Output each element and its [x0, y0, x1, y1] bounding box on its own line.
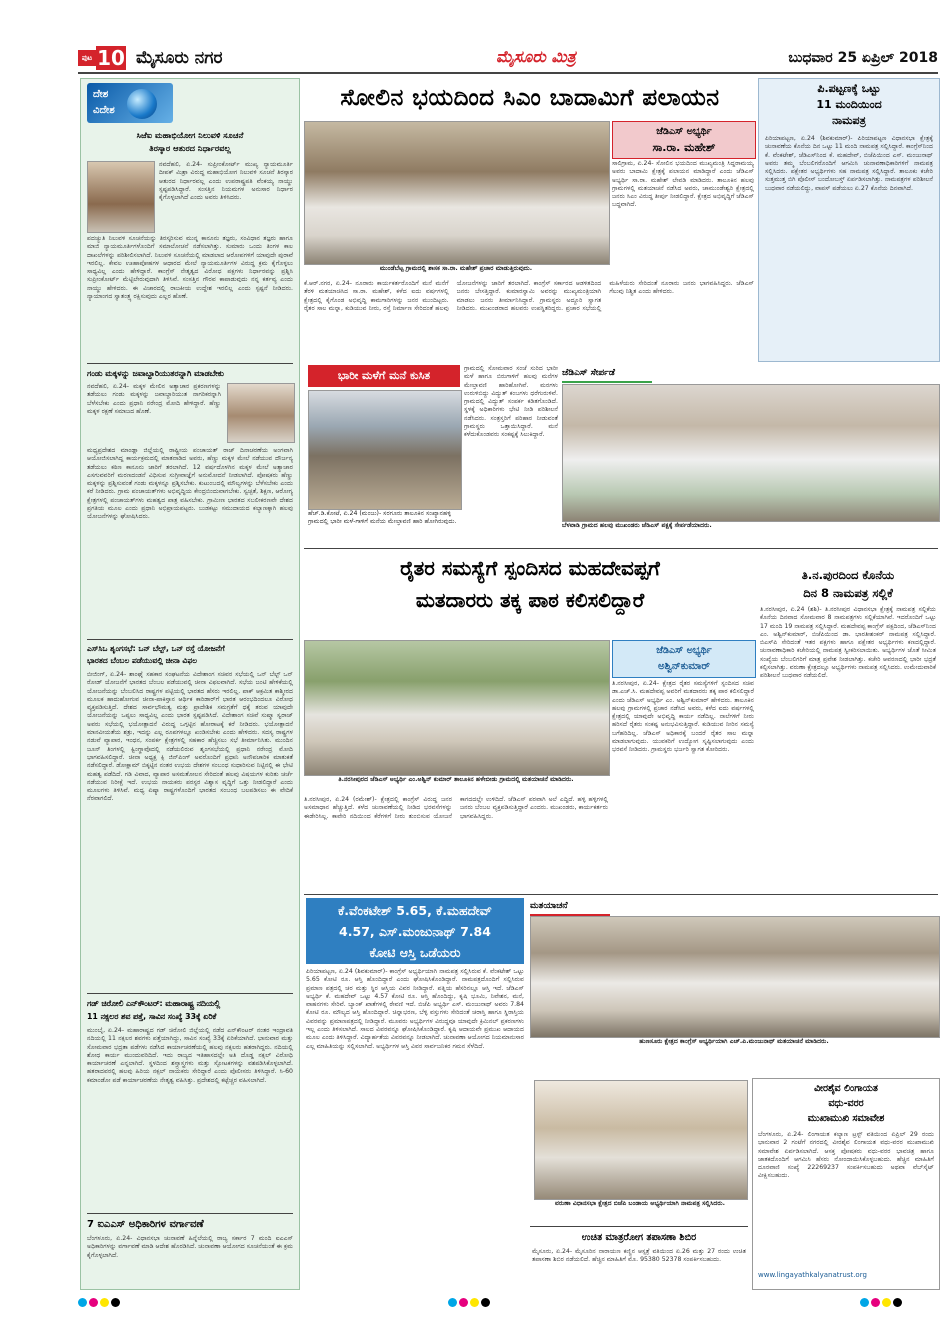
registration-marks-center	[448, 1292, 528, 1304]
farmer-headline-line2: ಮತದಾರರು ತಕ್ಕ ಪಾಠ ಕಲಿಸಲಿದ್ದಾರೆ	[415, 588, 645, 612]
page-header	[78, 46, 938, 70]
story1-headline-line2: ತಿರಸ್ಕಾರ ಆತುರದ ನಿರ್ಧಾರವಲ್ಲ	[149, 143, 231, 153]
story2-body-cont: ಮಧ್ಯಪ್ರದೇಶದ ಮಾಂಡ್ಲಾ ಜಿಲ್ಲೆಯಲ್ಲಿ ರಾಷ್ಟ್ರೀಯ ಪಂಚಾಯತ್ ರಾಜ್ ದಿನಾಚರಣೆಯ ಅಂಗವಾಗಿ ಆಯೋಜಿಸಲಾಗಿದ್ದ ಕಾರ್ಯಕ್ರಮದಲ್ಲಿ ಮಾತನಾಡಿದ ಅವರು, ಹೆಣ್ಣು ಮಕ್ಕಳ ಮೇಲೆ ನಡೆಯುವ ದೌರ್ಜನ್ಯ ತಡೆಯಲು ಕಠಿಣ ಕಾನೂನು ಜಾರಿಗೆ ತರಲಾಗಿದೆ. 12 ವರ್ಷದೊಳಗಿನ ಮಕ್ಕಳ ಮೇಲೆ ಅತ್ಯಾಚಾರ ಎಸಗುವವರಿಗೆ ಮರಣದಂಡನೆ ವಿಧಿಸುವ ಸುಗ್ರೀವಾಜ್ಞೆಗೆ ಅನುಮೋದನೆ ನೀಡಲಾಗಿದೆ. ಪೋಷಕರು ಹೆಣ್ಣು ಮಕ್ಕಳನ್ನು ಪ್ರಶ್ನಿಸುವಂತೆ ಗಂಡು ಮಕ್ಕಳನ್ನೂ ಪ್ರಶ್ನಿಸಬೇಕು. ಕುಟುಂಬದಲ್ಲಿ ಮೌಲ್ಯಗಳನ್ನು ಬೆಳೆಸಬೇಕು ಎಂದು ಕರೆ ನೀಡಿದರು. ಗ್ರಾಮ ಪಂಚಾಯತ್‌ಗಳು ಅಭಿವೃದ್ಧಿಯ ಕೇಂದ್ರಬಿಂದುವಾಗಬೇಕು. ಸ್ವಚ್ಛತೆ, ಶಿಕ್ಷಣ, ಆರೋಗ್ಯ ಕ್ಷೇತ್ರಗಳಲ್ಲಿ ಪಂಚಾಯತ್‌ಗಳು ಮಹತ್ವದ ಪಾತ್ರ ವಹಿಸಬೇಕು. ಗ್ರಾಮೀಣ ಭಾರತದ ಸಬಲೀಕರಣವೇ ದೇಶದ ಪ್ರಗತಿಯ ಮೂಲ ಎಂದು ಪ್ರಧಾನಿ ಅಭಿಪ್ರಾಯಪಟ್ಟರು. ಬುಡಕಟ್ಟು ಸಮುದಾಯದ ಕಲ್ಯಾಣಕ್ಕಾಗಿ ಹಲವು ಯೋಜನೆಗಳನ್ನು ಘೋಷಿಸಿದರು.	[87, 447, 293, 521]
campaign-tag-text: ಮತಯಾಚನೆ	[530, 901, 568, 911]
story3-body: ಬೀಜಿಂಗ್, ಏ.24- ಶಾಂಘೈ ಸಹಕಾರ ಸಂಘಟನೆಯ ವಿದೇಶಾಂಗ ಸಚಿವರ ಸಭೆಯಲ್ಲಿ ಒನ್ ಬೆಲ್ಟ್ ಒನ್ ರೋಡ್ ಯೋಜನೆಗೆ ಭಾರತದ ಬೆಂಬಲ ಪಡೆಯುವಲ್ಲಿ ಚೀನಾ ವಿಫಲವಾಗಿದೆ. ಸಭೆಯ ಜಂಟಿ ಹೇಳಿಕೆಯಲ್ಲಿ ಯೋಜನೆಯನ್ನು ಬೆಂಬಲಿಸಿದ ರಾಷ್ಟ್ರಗಳ ಪಟ್ಟಿಯಲ್ಲಿ ಭಾರತದ ಹೆಸರು ಇರಲಿಲ್ಲ. ಪಾಕ್ ಆಕ್ರಮಿತ ಕಾಶ್ಮೀರದ ಮೂಲಕ ಹಾದುಹೋಗುವ ಚೀನಾ-ಪಾಕಿಸ್ತಾನ ಆರ್ಥಿಕ ಕಾರಿಡಾರ್‌ಗೆ ಭಾರತ ಆರಂಭದಿಂದಲೂ ವಿರೋಧ ವ್ಯಕ್ತಪಡಿಸುತ್ತಿದೆ. ದೇಶದ ಸಾರ್ವಭೌಮತ್ವ ಮತ್ತು ಪ್ರಾದೇಶಿಕ ಸಮಗ್ರತೆಗೆ ಧಕ್ಕೆ ತರುವ ಯಾವುದೇ ಯೋಜನೆಯನ್ನು ಒಪ್ಪಲು ಸಾಧ್ಯವಿಲ್ಲ ಎಂದು ಭಾರತ ಸ್ಪಷ್ಟಪಡಿಸಿದೆ. ವಿದೇಶಾಂಗ ಸಚಿವೆ ಸುಷ್ಮಾ ಸ್ವರಾಜ್ ಅವರು ಸಭೆಯಲ್ಲಿ ಭಯೋತ್ಪಾದನೆ ವಿರುದ್ಧ ಒಗ್ಗಟ್ಟಿನ ಹೋರಾಟಕ್ಕೆ ಕರೆ ನೀಡಿದರು. ಭಯೋತ್ಪಾದನೆ ಮಾನವೀಯತೆಯ ಶತ್ರು, ಇದನ್ನು ಎಲ್ಲ ರೂಪಗಳಲ್ಲೂ ಖಂಡಿಸಬೇಕು ಎಂದು ಹೇಳಿದರು. ಸದಸ್ಯ ರಾಷ್ಟ್ರಗಳ ನಡುವೆ ವ್ಯಾಪಾರ, ಇಂಧನ, ಸಂಪರ್ಕ ಕ್ಷೇತ್ರಗಳಲ್ಲಿ ಸಹಕಾರ ಹೆಚ್ಚಿಸಲು ಸಭೆ ತೀರ್ಮಾನಿಸಿತು. ಮುಂದಿನ ಜೂನ್ ತಿಂಗಳಲ್ಲಿ ಕ್ವಿಂಗ್ಡಾವೊದಲ್ಲಿ ನಡೆಯಲಿರುವ ಶೃಂಗಸಭೆಯಲ್ಲಿ ಪ್ರಧಾನಿ ನರೇಂದ್ರ ಮೋದಿ ಭಾಗವಹಿಸಲಿದ್ದಾರೆ. ಚೀನಾ ಅಧ್ಯಕ್ಷ ಕ್ಸಿ ಜಿನ್‌ಪಿಂಗ್ ಅವರೊಂದಿಗೆ ಪ್ರಧಾನಿ ಅನೌಪಚಾರಿಕ ಮಾತುಕತೆ ನಡೆಸಲಿದ್ದಾರೆ. ಡೋಕ್ಲಾಮ್ ಬಿಕ್ಕಟ್ಟಿನ ನಂತರ ಉಭಯ ದೇಶಗಳ ಸಂಬಂಧ ಸುಧಾರಿಸುವ ನಿಟ್ಟಿನಲ್ಲಿ ಈ ಭೇಟಿ ಮಹತ್ವ ಪಡೆದಿದೆ. ಗಡಿ ವಿವಾದ, ವ್ಯಾಪಾರ ಅಸಮತೋಲನ ಸೇರಿದಂತೆ ಹಲವು ವಿಷಯಗಳ ಕುರಿತು ಚರ್ಚೆ ನಡೆಯುವ ನಿರೀಕ್ಷೆ ಇದೆ. ಉಭಯ ನಾಯಕರು ಪರಸ್ಪರ ವಿಶ್ವಾಸ ವೃದ್ಧಿಗೆ ಒತ್ತು ನೀಡಲಿದ್ದಾರೆ ಎಂದು ಮೂಲಗಳು ತಿಳಿಸಿವೆ. ಮಧ್ಯ ಏಷ್ಯಾ ರಾಷ್ಟ್ರಗಳೊಂದಿಗೆ ಭಾರತದ ಸಂಬಂಧ ಬಲಪಡಿಸಲು ಈ ವೇದಿಕೆ ನೆರವಾಗಲಿದೆ.	[87, 671, 293, 803]
story4-body: ಮುಂಬೈ, ಏ.24- ಮಹಾರಾಷ್ಟ್ರದ ಗಡ್ ಚಿರೋಲಿ ಜಿಲ್ಲೆಯಲ್ಲಿ ನಡೆದ ಎನ್‌ಕೌಂಟರ್ ನಂತರ ಇಂದ್ರಾವತಿ ನದಿಯಲ್ಲಿ 11 ನಕ್ಸಲರ ಶವಗಳು ಪತ್ತೆಯಾಗಿದ್ದು, ಸಾವಿನ ಸಂಖ್ಯೆ 33ಕ್ಕೆ ಏರಿಕೆಯಾಗಿದೆ. ಭಾನುವಾರ ಮತ್ತು ಸೋಮವಾರ ಭದ್ರತಾ ಪಡೆಗಳು ನಡೆಸಿದ ಕಾರ್ಯಾಚರಣೆಯಲ್ಲಿ ಹಲವು ನಕ್ಸಲರು ಹತರಾಗಿದ್ದರು. ನದಿಯಲ್ಲಿ ಶೋಧ ಕಾರ್ಯ ಮುಂದುವರಿದಿದೆ. ಇದು ರಾಜ್ಯದ ಇತಿಹಾಸದಲ್ಲೇ ಅತಿ ದೊಡ್ಡ ನಕ್ಸಲ್ ವಿರೋಧಿ ಕಾರ್ಯಾಚರಣೆ ಎನ್ನಲಾಗಿದೆ. ಸ್ಥಳದಿಂದ ಶಸ್ತ್ರಾಸ್ತ್ರಗಳು ಮತ್ತು ಸ್ಫೋಟಕಗಳನ್ನು ವಶಪಡಿಸಿಕೊಳ್ಳಲಾಗಿದೆ. ಹತರಾದವರಲ್ಲಿ ಹಲವು ಹಿರಿಯ ನಕ್ಸಲ್ ನಾಯಕರು ಸೇರಿದ್ದಾರೆ ಎಂದು ಪೊಲೀಸರು ತಿಳಿಸಿದ್ದಾರೆ. ಸಿ-60 ಕಮಾಂಡೋ ಪಡೆ ಕಾರ್ಯಾಚರಣೆಯ ನೇತೃತ್ವ ವಹಿಸಿತ್ತು. ಪ್ರದೇಶದಲ್ಲಿ ಕಟ್ಟೆಚ್ಚರ ವಹಿಸಲಾಗಿದೆ.	[87, 1027, 293, 1084]
veerashaiva-website[interactable]: www.lingayathkalyanatrust.org	[758, 1271, 867, 1279]
page-number: 10	[97, 46, 125, 70]
tn-pura-body: ತಿ.ನರಸೀಪುರ, ಏ.24 (ಶಶಿ)- ತಿ.ನರಸೀಪುರ ವಿಧಾನಸಭಾ ಕ್ಷೇತ್ರಕ್ಕೆ ನಾಮಪತ್ರ ಸಲ್ಲಿಕೆಯ ಕೊನೆಯ ದಿನವಾದ ಸೋಮವಾರ 8 ನಾಮಪತ್ರಗಳು ಸಲ್ಲಿಕೆಯಾಗಿವೆ. ಇದರೊಂದಿಗೆ ಒಟ್ಟು 17 ಮಂದಿ 19 ನಾಮಪತ್ರ ಸಲ್ಲಿಸಿದ್ದಾರೆ. ಮಹದೇವಪ್ಪ ಕಾಂಗ್ರೆಸ್ ಪಕ್ಷದಿಂದ, ಜೆಡಿಎಸ್‌ನಿಂದ ಎಂ. ಅಶ್ವಿನ್‌ಕುಮಾರ್, ಬಿಜೆಪಿಯಿಂದ ಡಾ. ಭಾರತೀಶಂಕರ್ ನಾಮಪತ್ರ ಸಲ್ಲಿಸಿದ್ದಾರೆ. ಬಿಎಸ್‌ಪಿ ಸೇರಿದಂತೆ ಇತರ ಪಕ್ಷಗಳು ಹಾಗೂ ಪಕ್ಷೇತರ ಅಭ್ಯರ್ಥಿಗಳು ಕಣದಲ್ಲಿದ್ದಾರೆ. ಚುನಾವಣಾಧಿಕಾರಿ ಕಚೇರಿಯಲ್ಲಿ ನಾಮಪತ್ರ ಸ್ವೀಕರಿಸಲಾಯಿತು. ಅಭ್ಯರ್ಥಿಗಳ ಜೊತೆ ಸೀಮಿತ ಸಂಖ್ಯೆಯ ಬೆಂಬಲಿಗರಿಗೆ ಮಾತ್ರ ಪ್ರವೇಶ ನೀಡಲಾಗಿತ್ತು. ಕಚೇರಿ ಆವರಣದಲ್ಲಿ ಭಾರೀ ಭದ್ರತೆ ಕಲ್ಪಿಸಲಾಗಿತ್ತು. ವರುಣಾ ಕ್ಷೇತ್ರದಲ್ಲೂ ಅಭ್ಯರ್ಥಿಗಳು ನಾಮಪತ್ರ ಸಲ್ಲಿಸಿದರು. ಉಮೇದುವಾರಿಕೆ ಪರಿಶೀಲನೆ ಬುಧವಾರ ನಡೆಯಲಿದೆ.	[760, 606, 936, 680]
issue-date: ಬುಧವಾರ 25 ಏಪ್ರಿಲ್ 2018	[788, 50, 938, 66]
right-top-headline-line1: ಪಿ.ಪಟ್ಟಣಕ್ಕೆ ಒಟ್ಟು	[817, 82, 881, 95]
tn-pura-headline-line2: ದಿನ 8 ನಾಮಪತ್ರ ಸಲ್ಲಿಕೆ	[803, 586, 893, 600]
rain-story-body: ಗ್ರಾಮದಲ್ಲಿ ಸೋಮವಾರ ಸಂಜೆ ಸುರಿದ ಭಾರೀ ಮಳೆ ಹಾಗೂ ಬಿರುಗಾಳಿಗೆ ಹಲವು ಮನೆಗಳ ಮೇಲ್ಛಾವಣಿ ಹಾರಿಹೋಗಿವೆ. ಮರಗಳು ಉರುಳಿಬಿದ್ದು ವಿದ್ಯುತ್ ಕಂಬಗಳು ಧರೆಗುರುಳಿವೆ. ಗ್ರಾಮದಲ್ಲಿ ವಿದ್ಯುತ್ ಸಂಪರ್ಕ ಕಡಿತಗೊಂಡಿದೆ. ಸ್ಥಳಕ್ಕೆ ಅಧಿಕಾರಿಗಳು ಭೇಟಿ ನೀಡಿ ಪರಿಶೀಲನೆ ನಡೆಸಿದರು. ಸಂತ್ರಸ್ತರಿಗೆ ಪರಿಹಾರ ನೀಡುವಂತೆ ಗ್ರಾಮಸ್ಥರು ಒತ್ತಾಯಿಸಿದ್ದಾರೆ. ಮನೆ ಕಳೆದುಕೊಂಡವರು ಸಂಕಷ್ಟಕ್ಕೆ ಸಿಲುಕಿದ್ದಾರೆ.	[464, 365, 558, 439]
camp-headline: ಉಚಿತ ಮಾತ್ರರೋಗ ತಪಾಸಣಾ ಶಿಬಿರ	[581, 1232, 697, 1243]
main-story-right-body: ಸಾಲಿಗ್ರಾಮ, ಏ.24- ಸೋಲಿನ ಭಯದಿಂದ ಮುಖ್ಯಮಂತ್ರಿ ಸಿದ್ದರಾಮಯ್ಯ ಅವರು ಬಾದಾಮಿ ಕ್ಷೇತ್ರಕ್ಕೆ ಪಲಾಯನ ಮಾಡಿದ್ದಾರೆ ಎಂದು ಜೆಡಿಎಸ್ ಅಭ್ಯರ್ಥಿ ಸಾ.ರಾ. ಮಹೇಶ್ ಲೇವಡಿ ಮಾಡಿದರು. ತಾಲೂಕಿನ ಹಲವು ಗ್ರಾಮಗಳಲ್ಲಿ ಮತಯಾಚನೆ ನಡೆಸಿದ ಅವರು, ಚಾಮುಂಡೇಶ್ವರಿ ಕ್ಷೇತ್ರದಲ್ಲಿ ಜನರು ಸಿಎಂ ವಿರುದ್ಧ ತೀರ್ಪು ನೀಡಲಿದ್ದಾರೆ. ಕ್ಷೇತ್ರದ ಅಭಿವೃದ್ಧಿಗೆ ಜೆಡಿಎಸ್ ಬದ್ಧವಾಗಿದೆ.	[612, 160, 754, 209]
right-top-headline-line3: ನಾಮಪತ್ರ	[832, 114, 866, 127]
header-rule	[78, 72, 938, 74]
main-tag-line1: ಜೆಡಿಎಸ್ ಅಭ್ಯರ್ಥಿ	[656, 126, 712, 137]
farmer-photo-caption: ತಿ.ನರಸೀಪುರದ ಜೆಡಿಎಸ್ ಅಭ್ಯರ್ಥಿ ಎಂ.ಅಶ್ವಿನ್ ಕುಮಾರ್ ತಾಲೂಕಿನ ಹಳೇಬೀಡು ಗ್ರಾಮದಲ್ಲಿ ಮತಯಾಚನೆ ಮಾಡಿದರು.	[338, 776, 574, 783]
nomination-photo	[534, 1080, 748, 1200]
mid-divider	[304, 548, 938, 549]
veerashaiva-headline-line3: ಮುಖಾಮುಖಿ ಸಮಾವೇಶ	[807, 1113, 885, 1124]
story4-headline-line1: ಗಡ್ ಚಿರೋಲಿ ಎನ್‌ಕೌಂಟರ್: ಮಹಾರಾಷ್ಟ್ರ ನದಿಯಲ್ಲಿ	[87, 999, 221, 1008]
jds-join-caption: ಬೆಳವಾಡಿ ಗ್ರಾಮದ ಹಲವು ಮುಖಂಡರು ಜೆಡಿಎಸ್ ಪಕ್ಷಕ್ಕೆ ಸೇರ್ಪಡೆಯಾದರು.	[562, 522, 712, 529]
main-story-body-bottom: ಕೆ.ಆರ್.ನಗರ, ಏ.24- ನೂರಾರು ಕಾರ್ಯಕರ್ತರೊಂದಿಗೆ ಮನೆ ಮನೆಗೆ ತೆರಳಿ ಮತಯಾಚಿಸಿದ ಸಾ.ರಾ. ಮಹೇಶ್, ಕಳೆದ ಐದು ವರ್ಷಗಳಲ್ಲಿ ಕ್ಷೇತ್ರದಲ್ಲಿ ಕೈಗೊಂಡ ಅಭಿವೃದ್ಧಿ ಕಾಮಗಾರಿಗಳನ್ನು ಜನರ ಮುಂದಿಟ್ಟರು. ರೈತರ ಸಾಲ ಮನ್ನಾ, ಕುಡಿಯುವ ನೀರು, ರಸ್ತೆ ನಿರ್ಮಾಣ ಸೇರಿದಂತೆ ಹಲವು ಯೋಜನೆಗಳನ್ನು ಜಾರಿಗೆ ತರಲಾಗಿದೆ. ಕಾಂಗ್ರೆಸ್ ಸರ್ಕಾರದ ಆಡಳಿತದಿಂದ ಜನರು ಬೇಸತ್ತಿದ್ದಾರೆ. ಕುಮಾರಸ್ವಾಮಿ ಅವರನ್ನು ಮುಖ್ಯಮಂತ್ರಿಯಾಗಿ ಮಾಡಲು ಜನರು ತೀರ್ಮಾನಿಸಿದ್ದಾರೆ. ಗ್ರಾಮಸ್ಥರು ಅದ್ದೂರಿ ಸ್ವಾಗತ ನೀಡಿದರು. ಮುಖಂಡರಾದ ಹಲವರು ಉಪಸ್ಥಿತರಿದ್ದರು. ಪ್ರಚಾರ ಸಭೆಯಲ್ಲಿ ಮಹಿಳೆಯರು ಸೇರಿದಂತೆ ನೂರಾರು ಜನರು ಭಾಗವಹಿಸಿದ್ದರು. ಜೆಡಿಎಸ್ ಗೆಲುವು ನಿಶ್ಚಿತ ಎಂದು ಹೇಳಿದರು.	[304, 280, 754, 312]
farmer-right-body: ತಿ.ನರಸೀಪುರ, ಏ.24- ಕ್ಷೇತ್ರದ ರೈತರ ಸಮಸ್ಯೆಗಳಿಗೆ ಸ್ಪಂದಿಸದ ಸಚಿವ ಡಾ.ಎಚ್.ಸಿ. ಮಹದೇವಪ್ಪ ಅವರಿಗೆ ಮತದಾರರು ತಕ್ಕ ಪಾಠ ಕಲಿಸಲಿದ್ದಾರೆ ಎಂದು ಜೆಡಿಎಸ್ ಅಭ್ಯರ್ಥಿ ಎಂ. ಅಶ್ವಿನ್‌ಕುಮಾರ್ ಹೇಳಿದರು. ತಾಲೂಕಿನ ಹಲವು ಗ್ರಾಮಗಳಲ್ಲಿ ಪ್ರಚಾರ ನಡೆಸಿದ ಅವರು, ಕಳೆದ ಐದು ವರ್ಷಗಳಲ್ಲಿ ಕ್ಷೇತ್ರದಲ್ಲಿ ಯಾವುದೇ ಅಭಿವೃದ್ಧಿ ಕಾರ್ಯ ನಡೆದಿಲ್ಲ. ನಾಲೆಗಳಿಗೆ ನೀರು ಹರಿಸದೆ ರೈತರು ಸಂಕಷ್ಟ ಅನುಭವಿಸುತ್ತಿದ್ದಾರೆ. ಕುಡಿಯುವ ನೀರಿನ ಸಮಸ್ಯೆ ಬಗೆಹರಿದಿಲ್ಲ. ಜೆಡಿಎಸ್ ಅಧಿಕಾರಕ್ಕೆ ಬಂದರೆ ರೈತರ ಸಾಲ ಮನ್ನಾ ಮಾಡಲಾಗುವುದು. ಯುವಕರಿಗೆ ಉದ್ಯೋಗ ಸೃಷ್ಟಿಸಲಾಗುವುದು ಎಂದು ಭರವಸೆ ನೀಡಿದರು. ಗ್ರಾಮಸ್ಥರು ಭರ್ಜರಿ ಸ್ವಾಗತ ಕೋರಿದರು.	[612, 680, 754, 754]
left-divider-3	[87, 993, 293, 994]
rain-headline-box	[308, 365, 460, 387]
story1-body: ನವದೆಹಲಿ, ಏ.24- ಸುಪ್ರೀಂಕೋರ್ಟ್ ಮುಖ್ಯ ನ್ಯಾಯಮೂರ್ತಿ ದೀಪಕ್ ಮಿಶ್ರಾ ವಿರುದ್ಧ ಮಹಾಭಿಯೋಗ ನಿಲುವಳಿ ಸೂಚನೆ ತಿರಸ್ಕಾರ ಆತುರದ ನಿರ್ಧಾರವಲ್ಲ ಎಂದು ಉಪರಾಷ್ಟ್ರಪತಿ ವೆಂಕಯ್ಯ ನಾಯ್ಡು ಸ್ಪಷ್ಟಪಡಿಸಿದ್ದಾರೆ. ಸಂಸತ್ತಿನ ನಿಯಮಗಳ ಅನುಸಾರ ನಿರ್ಧಾರ ಕೈಗೊಳ್ಳಲಾಗಿದೆ ಎಂದು ಅವರು ತಿಳಿಸಿದರು.	[159, 161, 293, 202]
masthead-logo: ಮೈಸೂರು ಮಿತ್ರ	[496, 47, 576, 66]
jds-join-tag-text: ಜೆಡಿಎಸ್ ಸೇರ್ಪಡೆ	[562, 368, 615, 378]
main-tag-line2: ಸಾ.ರಾ. ಮಹೇಶ್	[652, 141, 716, 154]
portrait-photo	[87, 161, 155, 233]
assets-headline-box	[306, 898, 524, 964]
tn-pura-headline-line1: ತಿ.ನ.ಪುರದಿಂದ ಕೊನೆಯ	[801, 568, 895, 582]
jds-join-photo	[562, 384, 940, 522]
story1-headline-line1: ಸಿಜೆಐ ಮಹಾಭಿಯೋಗ ನಿಲುವಳಿ ಸೂಚನೆ	[136, 130, 244, 140]
veerashaiva-headline-line1: ವೀರಶೈವ ಲಿಂಗಾಯತ	[814, 1083, 878, 1094]
story2-headline: ಗಂಡು ಮಕ್ಕಳನ್ನು ಜವಾಬ್ದಾರಿಯುತರನ್ನಾಗಿ ಮಾಡಬೇಕು	[87, 369, 224, 378]
section-title: ಮೈಸೂರು ನಗರ	[136, 48, 223, 68]
farmer-tag	[612, 640, 756, 678]
assets-headline-line2: 4.57, ಎಸ್.ಮಂಜುನಾಥ್ 7.84	[339, 924, 491, 939]
veerashaiva-box	[752, 1078, 940, 1290]
farmer-bottom-body: ತಿ.ನರಸೀಪುರ, ಏ.24 (ರಮೇಶ್)- ಕ್ಷೇತ್ರದಲ್ಲಿ ಕಾಂಗ್ರೆಸ್ ವಿರುದ್ಧ ಜನರ ಅಸಮಾಧಾನ ಹೆಚ್ಚುತ್ತಿದೆ. ಕಳೆದ ಚುನಾವಣೆಯಲ್ಲಿ ನೀಡಿದ ಭರವಸೆಗಳನ್ನು ಈಡೇರಿಸಿಲ್ಲ. ಕಾವೇರಿ ನದಿಯಿಂದ ಕೆರೆಗಳಿಗೆ ನೀರು ತುಂಬಿಸುವ ಯೋಜನೆ ಕಾಗದದಲ್ಲೇ ಉಳಿದಿದೆ. ಜೆಡಿಎಸ್ ಪರವಾಗಿ ಅಲೆ ಎದ್ದಿದೆ. ಹಳ್ಳಿ ಹಳ್ಳಿಗಳಲ್ಲಿ ಜನರು ಬೆಂಬಲ ವ್ಯಕ್ತಪಡಿಸುತ್ತಿದ್ದಾರೆ ಎಂದರು. ಮುಖಂಡರು, ಕಾರ್ಯಕರ್ತರು ಭಾಗವಹಿಸಿದ್ದರು.	[304, 796, 608, 820]
story3-headline-line2: ಭಾರತದ ಬೆಂಬಲ ಪಡೆಯುವಲ್ಲಿ ಚೀನಾ ವಿಫಲ	[87, 656, 198, 665]
story1-body-cont: ಪದಚ್ಯುತಿ ನಿಲುವಳಿ ಸೂಚನೆಯನ್ನು ತಿರಸ್ಕರಿಸುವ ಮುನ್ನ ಕಾನೂನು ತಜ್ಞರು, ಸಂವಿಧಾನ ತಜ್ಞರು ಹಾಗೂ ಮಾಜಿ ನ್ಯಾಯಮೂರ್ತಿಗಳೊಂದಿಗೆ ಸಮಾಲೋಚನೆ ನಡೆಸಲಾಗಿತ್ತು. ಸುಮಾರು ಒಂದು ತಿಂಗಳ ಕಾಲ ದಾಖಲೆಗಳನ್ನು ಪರಿಶೀಲಿಸಲಾಗಿದೆ. ನಿಲುವಳಿ ಸೂಚನೆಯಲ್ಲಿ ಮಾಡಲಾದ ಆರೋಪಗಳಿಗೆ ಯಾವುದೇ ಪುರಾವೆ ಇರಲಿಲ್ಲ. ಕೇವಲ ಊಹಾಪೋಹಗಳ ಆಧಾರದ ಮೇಲೆ ನ್ಯಾಯಮೂರ್ತಿಗಳ ವಿರುದ್ಧ ಕ್ರಮ ಕೈಗೊಳ್ಳಲು ಸಾಧ್ಯವಿಲ್ಲ ಎಂದು ಹೇಳಿದ್ದಾರೆ. ಕಾಂಗ್ರೆಸ್ ನೇತೃತ್ವದ ವಿರೋಧ ಪಕ್ಷಗಳು ನಿರ್ಧಾರವನ್ನು ಪ್ರಶ್ನಿಸಿ ಸುಪ್ರೀಂಕೋರ್ಟ್ ಮೆಟ್ಟಿಲೇರುವುದಾಗಿ ತಿಳಿಸಿವೆ. ಸಂಸತ್ತಿನ ಗೌರವ ಕಾಪಾಡುವುದು ನನ್ನ ಕರ್ತವ್ಯ ಎಂದು ನಾಯ್ಡು ಹೇಳಿದರು. ಈ ವಿಚಾರದಲ್ಲಿ ರಾಜಕೀಯ ಉದ್ದೇಶ ಇರಲಿಲ್ಲ ಎಂದು ಸ್ಪಷ್ಟನೆ ನೀಡಿದರು. ನ್ಯಾಯಾಂಗದ ಸ್ವಾತಂತ್ರ್ಯ ರಕ್ಷಿಸುವುದು ಎಲ್ಲರ ಹೊಣೆ.	[87, 235, 293, 301]
story2-body: ನವದೆಹಲಿ, ಏ.24- ಮಕ್ಕಳ ಮೇಲಿನ ಅತ್ಯಾಚಾರ ಪ್ರಕರಣಗಳನ್ನು ತಡೆಯಲು ಗಂಡು ಮಕ್ಕಳನ್ನು ಜವಾಬ್ದಾರಿಯುತ ನಾಗರಿಕರನ್ನಾಗಿ ಬೆಳೆಸಬೇಕು ಎಂದು ಪ್ರಧಾನಿ ನರೇಂದ್ರ ಮೋದಿ ಹೇಳಿದ್ದಾರೆ. ಹೆಣ್ಣು ಮಕ್ಕಳ ರಕ್ಷಣೆ ಸಮಾಜದ ಹೊಣೆ.	[87, 383, 221, 415]
farmer-photo	[304, 640, 610, 776]
farmer-tag-line1: ಜೆಡಿಎಸ್ ಅಭ್ಯರ್ಥಿ	[656, 645, 712, 656]
story5-headline: 7 ಐಎಎಸ್ ಅಧಿಕಾರಿಗಳ ವರ್ಗಾವಣೆ	[87, 1219, 204, 1230]
main-photo-caption: ಮುಂಡೆಬೆಟ್ಟ ಗ್ರಾಮದಲ್ಲಿ ಶಾಸಕ ಸಾ.ರಾ. ಮಹೇಶ್ ಪ್ರಚಾರ ಮಾಡುತ್ತಿರುವುದು.	[379, 265, 533, 272]
farmer-headline-line1: ರೈತರ ಸಮಸ್ಯೆಗೆ ಸ್ಪಂದಿಸದ ಮಹದೇವಪ್ಪಗೆ	[400, 556, 660, 580]
main-tag	[612, 121, 756, 159]
camp-divider	[530, 1226, 748, 1227]
story3-headline-line1: ಎಸ್‌ಸಿಒ ಶೃಂಗಸಭೆ: ಒನ್ ಬೆಲ್ಟ್, ಒನ್ ರಸ್ತೆ ಯೋಜನೆಗೆ	[87, 644, 225, 653]
farmer-tag-line2: ಅಶ್ವಿನ್‌ಕುಮಾರ್	[658, 661, 710, 672]
campaign-photo-caption: ಹುಣಸೂರು ಕ್ಷೇತ್ರದ ಕಾಂಗ್ರೆಸ್ ಅಭ್ಯರ್ಥಿಯಾಗಿ ಎಚ್.ಪಿ.ಮಂಜುನಾಥ್ ಮತಯಾಚನೆ ಮಾಡಿದರು.	[639, 1038, 829, 1045]
main-headline: ಸೋಲಿನ ಭಯದಿಂದ ಸಿಎಂ ಬಾದಾಮಿಗೆ ಪಲಾಯನ	[340, 85, 720, 111]
assets-body: ಪಿರಿಯಾಪಟ್ಟಣ, ಏ.24 (ಶಿವಕುಮಾರ್)- ಕಾಂಗ್ರೆಸ್ ಅಭ್ಯರ್ಥಿಯಾಗಿ ನಾಮಪತ್ರ ಸಲ್ಲಿಸಿರುವ ಕೆ. ವೆಂಕಟೇಶ್ ಒಟ್ಟು 5.65 ಕೋಟಿ ರೂ. ಆಸ್ತಿ ಹೊಂದಿದ್ದಾರೆ ಎಂದು ಘೋಷಿಸಿಕೊಂಡಿದ್ದಾರೆ. ನಾಮಪತ್ರದೊಂದಿಗೆ ಸಲ್ಲಿಸಿರುವ ಪ್ರಮಾಣ ಪತ್ರದಲ್ಲಿ ಚರ ಮತ್ತು ಸ್ಥಿರ ಆಸ್ತಿಯ ವಿವರ ನೀಡಿದ್ದಾರೆ. ಪತ್ನಿಯ ಹೆಸರಿನಲ್ಲೂ ಆಸ್ತಿ ಇದೆ. ಜೆಡಿಎಸ್ ಅಭ್ಯರ್ಥಿ ಕೆ. ಮಹದೇವ್ ಒಟ್ಟು 4.57 ಕೋಟಿ ರೂ. ಆಸ್ತಿ ಹೊಂದಿದ್ದು, ಕೃಷಿ ಭೂಮಿ, ನಿವೇಶನ, ಮನೆ, ವಾಹನಗಳು ಸೇರಿವೆ. ಬ್ಯಾಂಕ್ ಖಾತೆಗಳಲ್ಲಿ ಠೇವಣಿ ಇದೆ. ಬಿಜೆಪಿ ಅಭ್ಯರ್ಥಿ ಎಸ್. ಮಂಜುನಾಥ್ ಅವರು 7.84 ಕೋಟಿ ರೂ. ಮೌಲ್ಯದ ಆಸ್ತಿ ಹೊಂದಿದ್ದಾರೆ. ಚಿನ್ನಾಭರಣ, ಬೆಳ್ಳಿ ವಸ್ತುಗಳು ಸೇರಿದಂತೆ ಚರಾಸ್ತಿ ಹಾಗೂ ಸ್ಥಿರಾಸ್ತಿಯ ವಿವರವನ್ನು ಪ್ರಮಾಣಪತ್ರದಲ್ಲಿ ನೀಡಿದ್ದಾರೆ. ಮೂವರು ಅಭ್ಯರ್ಥಿಗಳ ವಿರುದ್ಧವೂ ಯಾವುದೇ ಕ್ರಿಮಿನಲ್ ಪ್ರಕರಣಗಳು ಇಲ್ಲ ಎಂದು ತಿಳಿಸಲಾಗಿದೆ. ಸಾಲದ ವಿವರವನ್ನೂ ಘೋಷಿಸಿಕೊಂಡಿದ್ದಾರೆ. ಕೃಷಿ ಆದಾಯವೇ ಪ್ರಮುಖ ಆದಾಯದ ಮೂಲ ಎಂದು ತಿಳಿಸಿದ್ದಾರೆ. ವಿದ್ಯಾರ್ಹತೆಯ ವಿವರವನ್ನೂ ನೀಡಲಾಗಿದೆ. ಚುನಾವಣಾ ಆಯೋಗದ ನಿಯಮಾನುಸಾರ ಎಲ್ಲ ಮಾಹಿತಿಯನ್ನು ಸಲ್ಲಿಸಲಾಗಿದೆ. ಅಭ್ಯರ್ಥಿಗಳ ಆಸ್ತಿ ವಿವರ ಸಾರ್ವಜನಿಕರ ಗಮನ ಸೆಳೆದಿದೆ.	[306, 968, 524, 1050]
veerashaiva-headline-line2: ವಧು-ವರರ	[828, 1098, 864, 1109]
main-photo	[304, 121, 610, 265]
modi-photo	[227, 383, 295, 443]
lower-divider	[304, 894, 938, 895]
left-column	[80, 78, 300, 1290]
banner-line1: ದೇಶ	[93, 89, 109, 100]
story4-headline-line2: 11 ನಕ್ಸಲರ ಶವ ಪತ್ತೆ, ಸಾವಿನ ಸಂಖ್ಯೆ 33ಕ್ಕೆ ಏರಿಕೆ	[87, 1012, 217, 1021]
rain-photo-caption: ಹೆಚ್.ಡಿ.ಕೋಟೆ, ಏ.24 (ಮಂಜು)- ಸರಗೂರು ತಾಲೂಕಿನ ಸಂಖ್ಯಾನಹಳ್ಳಿ ಗ್ರಾಮದಲ್ಲಿ ಭಾರೀ ಮಳೆ-ಗಾಳಿಗೆ ಮನೆಯ ಮೇಲ್ಛಾವಣಿ ಹಾರಿ ಹೋಗಿರುವುದು.	[308, 510, 457, 526]
banner-line2: ವಿದೇಶ	[93, 105, 115, 116]
left-divider-2	[87, 639, 293, 640]
camp-body: ಮೈಸೂರು, ಏ.24- ಮೈಸೂರಿನ ನಾರಾಯಣ ಕಣ್ಣಿನ ಆಸ್ಪತ್ರೆ ವತಿಯಿಂದ ಏ.26 ಮತ್ತು 27 ರಂದು ಉಚಿತ ತಪಾಸಣಾ ಶಿಬಿರ ನಡೆಯಲಿದೆ. ಹೆಚ್ಚಿನ ಮಾಹಿತಿಗೆ ಮೊ. 95380 52378 ಸಂಪರ್ಕಿಸಬಹುದು.	[532, 1248, 746, 1264]
right-top-headline-line2: 11 ಮಂದಿಯಿಂದ	[816, 98, 882, 111]
desha-videsha-banner	[87, 83, 173, 123]
assets-headline-line3: ಕೋಟಿ ಆಸ್ತಿ ಒಡೆಯರು	[369, 945, 461, 960]
campaign-tag	[530, 898, 610, 916]
right-top-body: ಪಿರಿಯಾಪಟ್ಟಣ, ಏ.24 (ಶಿವಕುಮಾರ್)- ಪಿರಿಯಾಪಟ್ಟಣ ವಿಧಾನಸಭಾ ಕ್ಷೇತ್ರಕ್ಕೆ ಚುನಾವಣೆಯ ಕೊನೆಯ ದಿನ ಒಟ್ಟು 11 ಮಂದಿ ನಾಮಪತ್ರ ಸಲ್ಲಿಸಿದ್ದಾರೆ. ಕಾಂಗ್ರೆಸ್‌ನಿಂದ ಕೆ. ವೆಂಕಟೇಶ್, ಜೆಡಿಎಸ್‌ನಿಂದ ಕೆ. ಮಹದೇವ್, ಬಿಜೆಪಿಯಿಂದ ಎಸ್. ಮಂಜುನಾಥ್ ಅವರು ತಮ್ಮ ಬೆಂಬಲಿಗರೊಂದಿಗೆ ಆಗಮಿಸಿ ಚುನಾವಣಾಧಿಕಾರಿಗಳಿಗೆ ನಾಮಪತ್ರ ಸಲ್ಲಿಸಿದರು. ಪಕ್ಷೇತರ ಅಭ್ಯರ್ಥಿಗಳು ಸಹ ನಾಮಪತ್ರ ಸಲ್ಲಿಸಿದ್ದಾರೆ. ತಾಲೂಕು ಕಚೇರಿ ಸುತ್ತಮುತ್ತ ಬಿಗಿ ಪೊಲೀಸ್ ಬಂದೋಬಸ್ತ್ ಏರ್ಪಡಿಸಲಾಗಿತ್ತು. ನಾಮಪತ್ರಗಳ ಪರಿಶೀಲನೆ ಬುಧವಾರ ನಡೆಯಲಿದ್ದು, ವಾಪಸ್ ಪಡೆಯಲು ಏ.27 ಕೊನೆಯ ದಿನವಾಗಿದೆ.	[765, 135, 933, 192]
left-divider-1	[87, 363, 293, 364]
left-divider-4	[87, 1213, 293, 1214]
jds-join-tag	[562, 365, 652, 383]
veerashaiva-body: ಬೆಂಗಳೂರು, ಏ.24- ಲಿಂಗಾಯತ ಕಲ್ಯಾಣ ಟ್ರಸ್ಟ್ ವತಿಯಿಂದ ಏಪ್ರಿಲ್ 29 ರಂದು ಭಾನುವಾರ 2 ಗಂಟೆಗೆ ನಗರದಲ್ಲಿ ವೀರಶೈವ ಲಿಂಗಾಯತ ವಧು-ವರರ ಮುಖಾಮುಖಿ ಸಮಾವೇಶ ಏರ್ಪಡಿಸಲಾಗಿದೆ. ಆಸಕ್ತ ಪೋಷಕರು ವಧು-ವರರ ಭಾವಚಿತ್ರ ಹಾಗೂ ಜಾತಕದೊಂದಿಗೆ ಆಗಮಿಸಿ ಹೆಸರು ನೋಂದಾಯಿಸಿಕೊಳ್ಳಬಹುದು. ಹೆಚ್ಚಿನ ಮಾಹಿತಿಗೆ ದೂರವಾಣಿ ಸಂಖ್ಯೆ 22269237 ಸಂಪರ್ಕಿಸಬಹುದು ಅಥವಾ ವೆಬ್‌ಸೈಟ್ ವೀಕ್ಷಿಸಬಹುದು.	[758, 1131, 934, 1180]
right-top-box	[758, 78, 940, 362]
story5-body: ಬೆಂಗಳೂರು, ಏ.24- ವಿಧಾನಸಭಾ ಚುನಾವಣೆ ಹಿನ್ನೆಲೆಯಲ್ಲಿ ರಾಜ್ಯ ಸರ್ಕಾರ 7 ಮಂದಿ ಐಎಎಸ್ ಅಧಿಕಾರಿಗಳನ್ನು ವರ್ಗಾವಣೆ ಮಾಡಿ ಆದೇಶ ಹೊರಡಿಸಿದೆ. ಚುನಾವಣಾ ಆಯೋಗದ ಸೂಚನೆಯಂತೆ ಈ ಕ್ರಮ ಕೈಗೊಳ್ಳಲಾಗಿದೆ.	[87, 1235, 293, 1259]
registration-marks-right	[860, 1292, 940, 1304]
rain-headline: ಭಾರೀ ಮಳೆಗೆ ಮನೆ ಕುಸಿತ	[337, 369, 431, 382]
nomination-photo-caption: ವರುಣಾ ವಿಧಾನಸಭಾ ಕ್ಷೇತ್ರದ ಬಿಜೆಪಿ ಬಂಡಾಯ ಅಭ್ಯರ್ಥಿಯಾಗಿ ನಾಮಪತ್ರ ಸಲ್ಲಿಸಿದರು.	[555, 1200, 725, 1207]
rain-photo	[308, 390, 462, 510]
page-label: ಪುಟ	[78, 50, 96, 66]
assets-headline-line1: ಕೆ.ವೆಂಕಟೇಶ್ 5.65, ಕೆ.ಮಹದೇವ್	[338, 903, 492, 918]
campaign-photo	[530, 916, 940, 1038]
registration-marks-left	[78, 1292, 158, 1304]
